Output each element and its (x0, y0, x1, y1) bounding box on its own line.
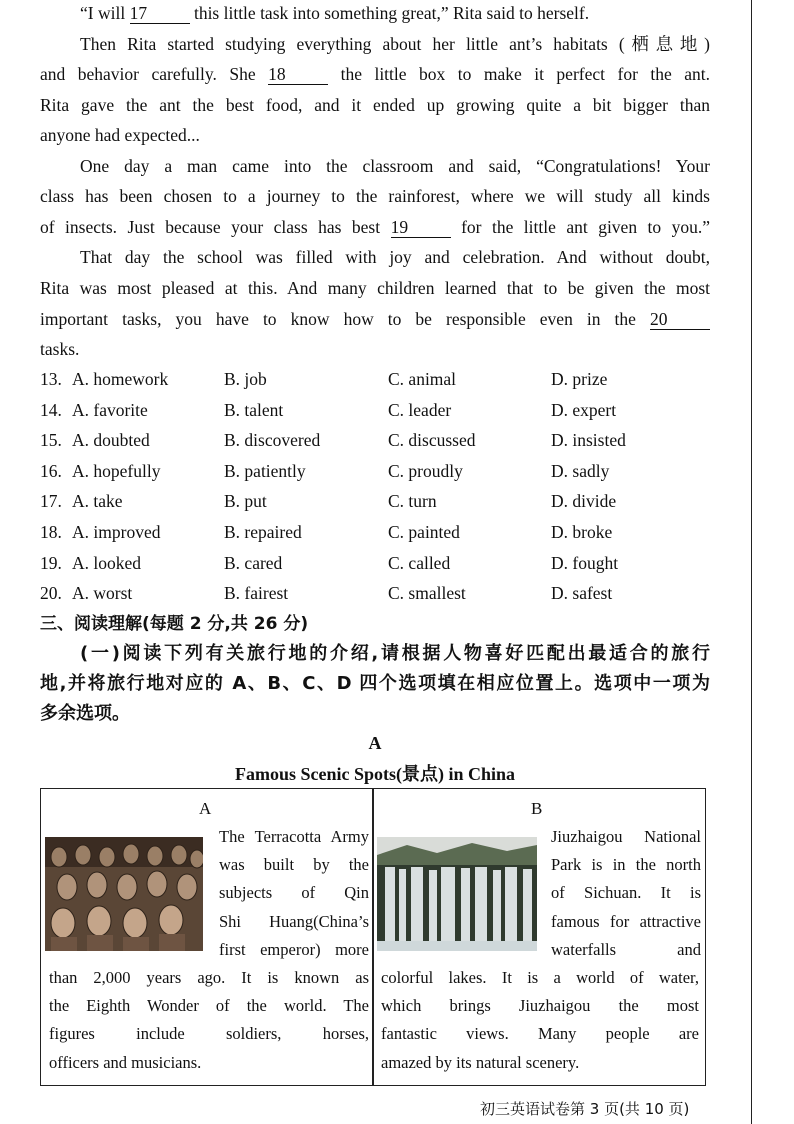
option-c: C. proudly (388, 460, 463, 481)
passage-line: Rita gave the ant the best food, and it ended up growing quite a bit bigger than (40, 95, 710, 115)
passage-line: and behavior carefully. She 18 the little box to make it perfect for the ant. (40, 64, 710, 84)
option-a: A. worst (72, 583, 133, 604)
question-number: 19. (40, 552, 62, 573)
option-b: B. fairest (224, 583, 289, 604)
option-c: C. called (388, 552, 451, 573)
table-text-line: The Terracotta Army (219, 827, 369, 846)
reading-title: Famous Scenic Spots(景点) in China (234, 764, 516, 784)
table-text-line: Park is in the north (551, 855, 701, 875)
cell-b-head: B (531, 799, 543, 818)
option-c: C. discussed (388, 430, 476, 451)
passage-line: Rita was most pleased at this. And many children learned that to be given the most (40, 278, 710, 298)
section-title: 三、阅读理解(每题 2 分,共 26 分) (40, 614, 309, 634)
option-b: B. discovered (224, 430, 321, 451)
passage-line: Then Rita started studying everything about her little ant’s habitats (栖息地) (80, 34, 710, 54)
table-divider (372, 789, 374, 1085)
question-number: 18. (40, 522, 62, 542)
option-a: A. doubted (72, 430, 150, 451)
blank-19: 19 (391, 217, 451, 238)
reading-label: A (368, 733, 382, 753)
option-a: A. favorite (72, 399, 148, 420)
blank-18: 18 (268, 64, 328, 85)
passage-line: One day a man came into the classroom and said, “Congratulations! Your (80, 156, 710, 176)
option-d: D. sadly (551, 460, 610, 481)
option-c: C. turn (388, 491, 437, 512)
question-number: 14. (40, 399, 62, 420)
option-a: A. take (72, 491, 123, 512)
table-text-line: officers and musicians. (49, 1052, 202, 1072)
option-d: D. broke (551, 522, 613, 542)
question-number: 16. (40, 460, 62, 481)
blank-17: 17 (130, 3, 190, 24)
passage-line: important tasks, you have to know how to be responsible even in the 20 (40, 308, 710, 330)
option-d: D. safest (551, 583, 613, 604)
option-c: C. smallest (388, 583, 466, 604)
option-b: B. repaired (224, 522, 302, 542)
passage-line: anyone had expected... (40, 125, 200, 145)
option-b: B. patiently (224, 460, 306, 481)
table-text-line: first emperor) more (219, 939, 369, 959)
question-number: 17. (40, 491, 62, 512)
cell-a-head: A (199, 799, 212, 818)
option-d: D. divide (551, 491, 617, 512)
option-b: B. job (224, 369, 267, 389)
table-text-line: colorful lakes. It is a world of water, (381, 968, 699, 987)
option-a: A. homework (72, 369, 169, 389)
section-instruction: (一)阅读下列有关旅行地的介绍,请根据人物喜好匹配出最适合的旅行 (80, 643, 710, 664)
question-number: 15. (40, 430, 62, 451)
table-text-line: amazed by its natural scenery. (381, 1052, 580, 1072)
passage-line: That day the school was filled with joy and celebration. And without doubt, (80, 247, 710, 267)
table-text-line: Shi Huang(China’s (219, 911, 369, 931)
option-c: C. painted (388, 522, 460, 542)
option-b: B. talent (224, 399, 284, 420)
option-c: C. animal (388, 369, 457, 389)
table-text-line: which brings Jiuzhaigou the most (381, 996, 699, 1016)
option-a: A. looked (72, 552, 142, 573)
option-a: A. hopefully (72, 460, 161, 481)
table-text-line: subjects of Qin (219, 883, 369, 903)
passage-line: class has been chosen to a journey to the rainforest, where we will study all kinds (40, 186, 710, 206)
table-text-line: waterfalls and (551, 939, 701, 959)
scenic-spots-table (40, 788, 706, 1086)
table-text-line: famous for attractive (551, 911, 701, 931)
option-b: B. cared (224, 552, 283, 573)
blank-20: 20 (650, 309, 710, 330)
jiuzhaigou-waterfall-photo (377, 837, 537, 951)
table-text-line: the Eighth Wonder of the world. The (49, 996, 369, 1016)
table-text-line: Jiuzhaigou National (551, 827, 701, 846)
page-footer: 初三英语试卷第 3 页(共 10 页) (480, 1100, 690, 1118)
table-text-line: of Sichuan. It is (551, 883, 701, 903)
page-edge-line (751, 0, 752, 1124)
option-c: C. leader (388, 399, 452, 420)
option-a: A. improved (72, 522, 161, 542)
table-text-line: than 2,000 years ago. It is known as (49, 968, 369, 987)
option-d: D. insisted (551, 430, 626, 451)
terracotta-army-photo (45, 837, 203, 951)
passage-line: tasks. (40, 339, 80, 359)
option-d: D. prize (551, 369, 608, 389)
option-d: D. fought (551, 552, 619, 573)
option-d: D. expert (551, 399, 617, 420)
table-text-line: figures include soldiers, horses, (49, 1024, 369, 1044)
question-number: 20. (40, 583, 62, 604)
passage-line: “I will 17 this little task into something great,” Rita said to herself. (80, 3, 590, 23)
section-instruction: 地,并将旅行地对应的 A、B、C、D 四个选项填在相应位置上。选项中一项为 (40, 673, 710, 694)
question-number: 13. (40, 369, 62, 389)
table-text-line: fantastic views. Many people are (381, 1024, 699, 1044)
option-b: B. put (224, 491, 267, 512)
passage-line: of insects. Just because your class has best 19 for the little ant given to you.” (40, 217, 711, 237)
section-instruction: 多余选项。 (40, 703, 130, 724)
table-text-line: was built by the (219, 855, 369, 875)
